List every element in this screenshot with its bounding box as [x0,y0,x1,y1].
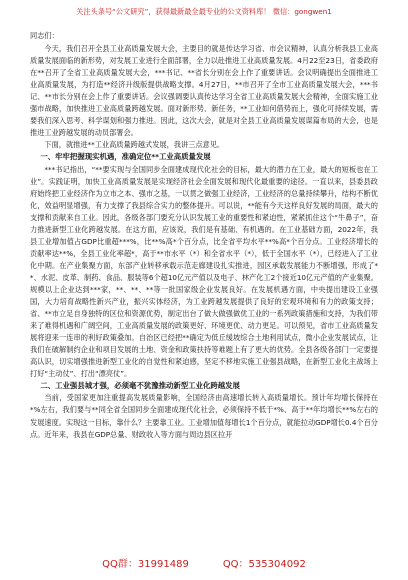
qq-group-text: QQ群：31991489 [102,558,189,570]
body-paragraph: 今天，我们召开全县工业高质量发展大会，主要目的就是传达学习省、市会议精神，认真分析我县工业高质量发展面临的新形势，对发展工业进行全面部署，全力以赴推进工业高质量发展。4月22至23日，省委政府在**召开了全省工业高质量发展大会，***书记、**省长分别在会上作了重要讲话。会议明确提出全面推进工业高质量发展，为打造**经济升级版提供战略支撑。4月27日，**市召开了全市工业高质量发展大会，***书记、**市长分别在会上作了重要讲话。会议强调要认真传达学习全省工业高质量发展大会精神，全面实施工业强市战略，加快推进工业高质量跨越发展。面对新形势、新任务，**工业如何借势而上，强化可持续发展，需要我们深入思考、科学谋划和强力推进。因此，这次大会，就是对全县工业高质量发展谋篇布局的大会，也是推进工业跨越发展的动员部署会。 [30,44,378,138]
body-paragraph: 当前，受国家更加注重提高发展质量影响，全国经济由高速增长转入高质量增长。预计年均增长保持在*%左右，我们要与**同全省全国同步全面建成现代化社会，必须保持不低于*%、高于**年均增长**%左右的发展速度。实现这一目标，靠什么？主要靠工业。工业增加值每增长1个百分点，就能拉动GDP增长0.4个百分点。近年来，我县在GDP总量、财政收入等方面与周边县区拉开 [30,393,378,439]
qq-number-text: QQ：535304092 [222,558,306,570]
promo-banner: 关注头条号“公文研究”，获得最新最全最专业的公文资料库！ 微信：gongwen1 [76,7,332,16]
section-heading: 一、牢牢把握现实机遇，准确定位**工业高质量发展 [40,152,211,162]
salutation: 同志们： [30,31,59,40]
section-heading: 二、工业强县城才强，必须毫不犹豫推动新型工业化跨越发展 [40,381,240,391]
document-body [30,30,378,441]
body-paragraph: 下面，就推进**工业高质量跨越式发展，我讲三点意见。 [44,140,225,150]
body-paragraph: ***书记指出，“**要实现与全国同步全面建成现代化社会的目标，最大的潜力在工业，最大的短板也在工业”。实践证明，加快工业高质量发展是实现经济社会全面发展和现代化最重要的途径。一直以来，县委县政府始终把工业经济作为立市之本、强市之基，一以贯之做强工业经济，工业经济的总量持续攀升，结构不断优化，效益明显增强，有力支撑了我县综合实力的整体提升。可以说，**能有今天这样良好发展的局面，最大的支撑和贡献来自工业。因此，各级各部门要充分认识发展工业的重要性和紧迫性，紧紧抓住这个“牛鼻子”，奋力推进新型工业化跨越发展。在这方面，应该说，我们是有基础、有机遇的。在工业基础方面，2022年，我县工业增加值占GDP比重超***%，比**%高*个百分点，比全省平均水平**%高*个百分点。工业经济增长的贡献率达**%，全县工业化率超*，高于**市水平（*）和全省水平（*），低于全国水平（*），已经进入了工业化中期。在产业集聚方面，东部产业转移承载示范走廊建设扎实推进，园区承载发展能力不断增强，形成了**、水泥、皮革、制药、食品、服装等6个超10亿元产值以及电子、林产化工2个接近10亿元产值的产业集聚。规模以上企业达到***家，**、**、**等一批国家级企业发展良好。在发展机遇方面，中央提出建设工业强国，大力培育战略性新兴产业，振兴实体经济，为工业跨越发展提供了良好的宏观环境和有力的政策支持；省、**市立足自身独特的区位和资源优势，制定出台了做大做强做优工业的一系列政策措施和支持，为我们带来了难得机遇和广阔空间，工业高质量发展的政策更好、环境更优、动力更足。可以预见，省市工业高质量发展将迎来一连串的利好政策叠加。自治区已经把**确定为低丘缓坡综合土地利用试点，微小企业发展试点，让我们在破解制约企业和项目发展的土地、资金和政策扶持等难题上有了更大的优势。全县各级各部门一定要提高认识，切实增强推进新型工业化的自觉性和紧迫感，坚定不移地实施工业强县战略，在新型工业化主战场上打好“主动仗”、打出“漂亮仗”。 [30,164,378,379]
contact-footer [0,552,408,572]
